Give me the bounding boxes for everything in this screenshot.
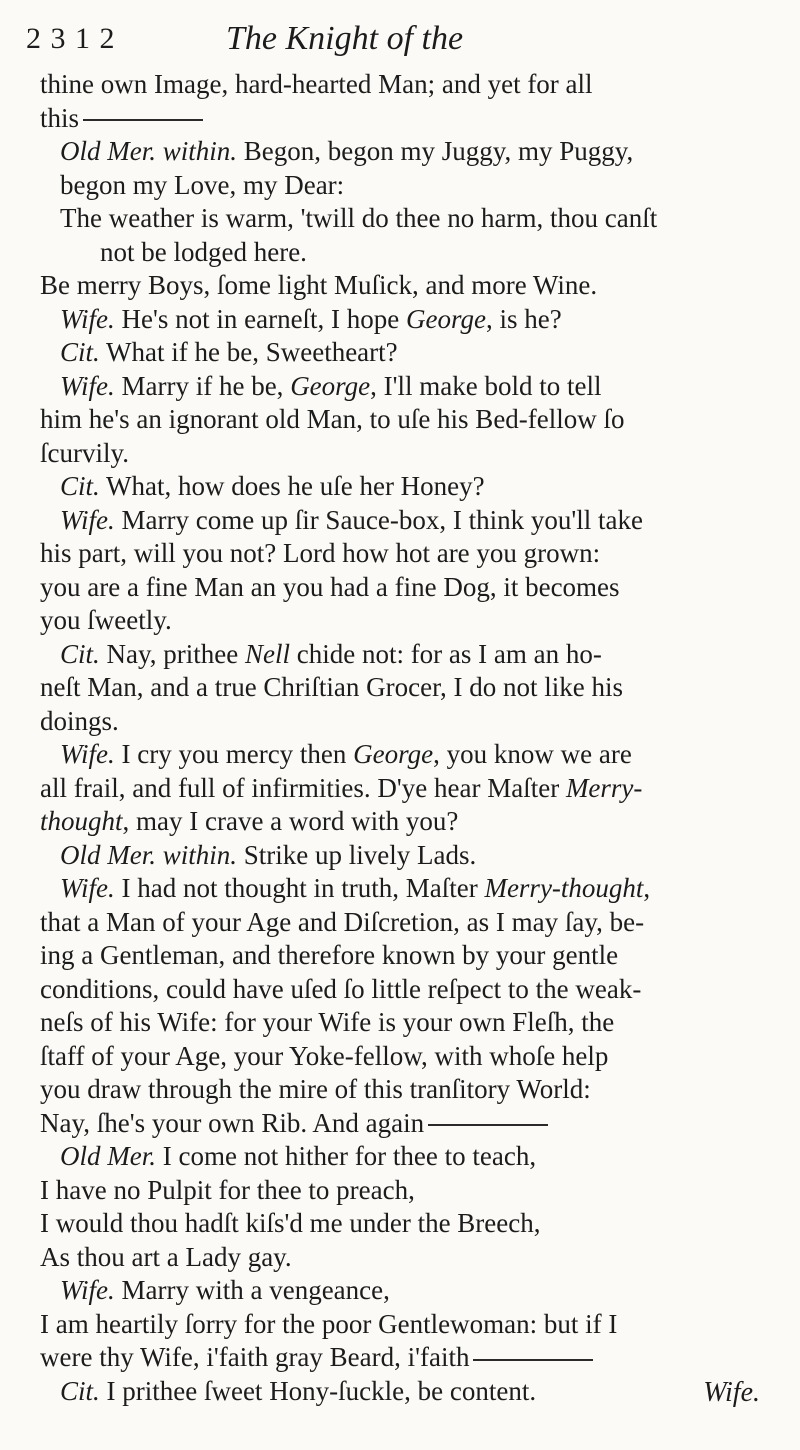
line-text: , may I crave a word with you? [122,806,459,836]
line-text: Be merry Boys, ſome light Muſick, and more Wine. [40,270,598,300]
line-text: The weather is warm, 'twill do thee no harm, thou canſt [60,203,658,233]
italic-text: George [290,370,371,401]
text-line [40,202,780,236]
line-text: ſcurvily. [40,437,129,468]
italic-text: Wife. [60,504,115,535]
text-line [40,1040,780,1074]
catchword: Wife. [703,1377,760,1408]
text-line [40,470,780,504]
text-line [40,1274,780,1308]
line-text: I am heartily ſorry for the poor Gentlewoman: but if I [40,1308,618,1339]
line-text: I prithee ſweet Hony-ſuckle, be content. [99,1375,537,1406]
italic-text: Merry- [565,772,643,803]
text-line [40,571,780,605]
italic-text: Cit. [60,471,100,501]
italic-text: Old Mer. within. [60,839,238,870]
line-text: , is he? [486,303,562,334]
line-text: Nay, ſhe's your own Rib. And again [40,1107,425,1138]
text-line [40,705,780,739]
text-line [40,906,780,940]
text-line [40,671,780,705]
text-line [40,1341,780,1375]
line-text: neſt Man, and a true Chriſtian Grocer, I do not like his [40,672,624,702]
line-text: I come not hither for thee to teach, [156,1141,537,1171]
text-line [40,135,780,169]
line-text: Strike up lively Lads. [237,839,477,870]
line-text: ing a Gentleman, and therefore known by your gentle [40,940,619,970]
text-line [40,1073,780,1107]
line-text: I have no Pulpit for thee to preach, [40,1174,415,1205]
italic-text: Old Mer. [60,1141,156,1171]
line-text: What if he be, Sweetheart? [99,337,398,367]
line-text: chide not: for as I am an ho- [289,638,602,669]
line-text: his part, will you not? Lord how hot are you grown: [40,538,601,568]
line-text: What, how does he uſe her Honey? [99,471,485,501]
text-line [40,839,780,873]
line-text: you draw through the mire of this tranſitory World: [40,1074,591,1104]
text-line [40,973,780,1007]
line-text: were thy Wife, i'faith gray Beard, i'faith [40,1342,470,1372]
text-line [40,504,780,538]
italic-text: Merry-thought [484,873,644,903]
line-text: begon my Love, my Dear: [60,169,345,200]
italic-text: George [406,303,487,334]
text-line [40,872,780,906]
text-line [40,772,780,806]
body-text [40,68,780,1408]
text-line [40,738,780,772]
italic-text: Wife. [60,873,115,903]
running-title: The Knight of the [226,20,464,57]
page-header [26,20,770,70]
text-line [40,269,780,303]
line-text: you are a fine Man an you had a fine Dog, it becomes [40,571,620,602]
text-line [40,1375,780,1409]
line-text: As thou art a Lady gay. [40,1241,292,1272]
text-line [40,805,780,839]
line-text: , I'll make bold to tell [370,370,602,401]
text-line [40,1140,780,1174]
line-text: Marry if he be, [114,370,291,401]
text-line [40,68,780,102]
line-text: that a Man of your Age and Diſcretion, as I may ſay, be- [40,906,645,937]
line-text: I had not thought in truth, Maſter [114,873,485,903]
text-line [40,303,780,337]
page-number: 2 3 1 2 [26,22,116,55]
line-text: ſtaff of your Age, your Yoke-fellow, with whoſe help [40,1040,609,1071]
text-line [40,437,780,471]
em-dash-rule [428,1124,548,1126]
line-text: him he's an ignorant old Man, to uſe his Bed-fellow ſo [40,404,625,434]
text-line [40,169,780,203]
text-line [40,1174,780,1208]
em-dash-rule [473,1359,593,1361]
text-line [40,1207,780,1241]
text-line [40,1308,780,1342]
italic-text: Wife. [60,303,115,334]
line-text: Nay, prithee [99,638,245,669]
line-text: this [40,102,80,133]
italic-text: Wife. [60,370,115,401]
line-text: thine own Image, hard-hearted Man; and yet for all [40,69,593,99]
line-text: Marry with a vengeance, [114,1275,390,1305]
line-text: , you know we are [433,739,632,769]
text-line [40,537,780,571]
italic-text: Wife. [60,739,115,769]
line-text: , [643,873,651,903]
line-text: all frail, and full of infirmities. D'ye hear Maſter [40,772,566,803]
line-text: conditions, could have uſed ſo little reſpect to the weak- [40,973,642,1004]
text-line [40,638,780,672]
line-text: you ſweetly. [40,605,172,635]
italic-text: George [353,739,434,769]
line-text: not be lodged here. [100,236,307,267]
italic-text: Wife. [60,1275,115,1305]
line-text: neſs of his Wife: for your Wife is your own Fleſh, the [40,1007,615,1037]
italic-text: Nell [244,638,290,669]
italic-text: Cit. [60,638,100,669]
italic-text: thought [40,806,123,836]
text-line [40,939,780,973]
italic-text: Cit. [60,1375,100,1406]
text-line [40,403,780,437]
text-line [40,336,780,370]
line-text: Begon, begon my Juggy, my Puggy, [237,136,634,166]
text-line [40,604,780,638]
line-text: Marry come up ſir Sauce-box, I think you'll take [114,504,643,535]
text-line [40,1006,780,1040]
line-text: I cry you mercy then [114,739,354,769]
text-line [40,102,780,136]
line-text: I would thou hadſt kiſs'd me under the Breech, [40,1208,541,1238]
text-line [40,1107,780,1141]
italic-text: Cit. [60,337,100,367]
italic-text: Old Mer. within. [60,136,238,166]
line-text: He's not in earneſt, I hope [114,303,407,334]
text-line [40,236,780,270]
line-text: doings. [40,705,119,736]
text-line [40,1241,780,1275]
em-dash-rule [83,119,203,121]
text-line [40,370,780,404]
